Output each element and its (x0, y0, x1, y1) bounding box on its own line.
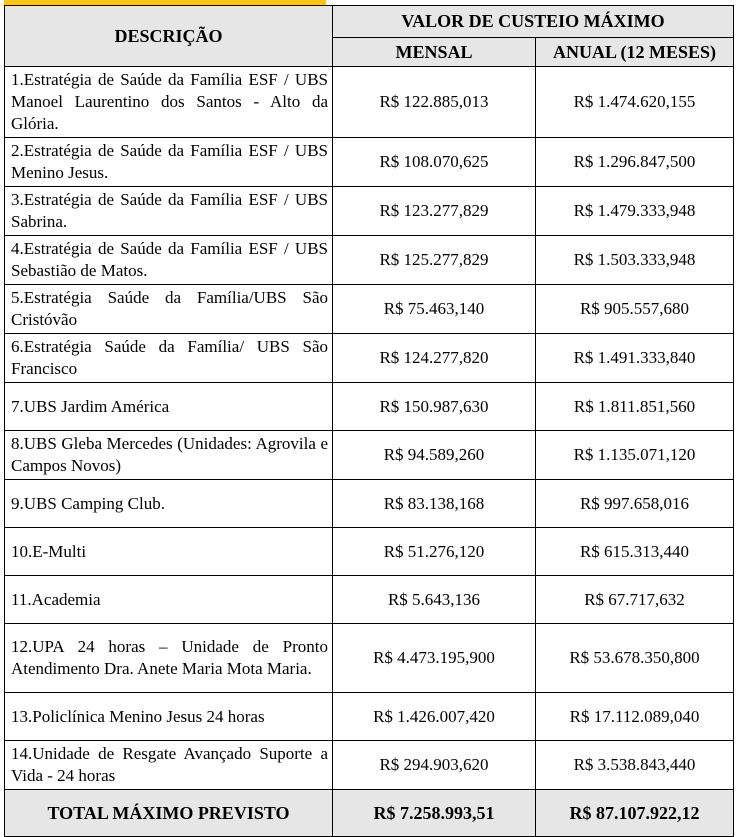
table-row (5, 138, 734, 187)
table-row (5, 236, 734, 285)
row-anual: R$ 1.479.333,948 (536, 187, 734, 236)
table-row (5, 187, 734, 236)
row-anual: R$ 53.678.350,800 (536, 624, 734, 693)
row-descricao: 14.Unidade de Resgate Avançado Suporte a Vida - 24 horas (5, 741, 333, 790)
row-descricao: 6.Estratégia Saúde da Família/ UBS São Francisco (5, 334, 333, 383)
table-row (5, 576, 734, 624)
row-mensal: R$ 123.277,829 (333, 187, 536, 236)
table-row (5, 431, 734, 480)
row-mensal: R$ 124.277,820 (333, 334, 536, 383)
row-descricao: 11.Academia (5, 576, 333, 624)
col-header-anual: ANUAL (12 MESES) (536, 38, 734, 67)
row-descricao: 5.Estratégia Saúde da Família/UBS São Cristóvão (5, 285, 333, 334)
row-descricao: 8.UBS Gleba Mercedes (Unidades: Agrovila e Campos Novos) (5, 431, 333, 480)
row-anual: R$ 997.658,016 (536, 480, 734, 528)
row-descricao: 4.Estratégia de Saúde da Família ESF / UBS Sebastião de Matos. (5, 236, 333, 285)
row-mensal: R$ 294.903,620 (333, 741, 536, 790)
table-row (5, 624, 734, 693)
row-mensal: R$ 125.277,829 (333, 236, 536, 285)
table-row (5, 741, 734, 790)
table-row (5, 693, 734, 741)
row-mensal: R$ 83.138,168 (333, 480, 536, 528)
table-row (5, 480, 734, 528)
total-mensal: R$ 7.258.993,51 (333, 790, 536, 837)
row-anual: R$ 1.296.847,500 (536, 138, 734, 187)
table-row (5, 285, 734, 334)
row-descricao: 9.UBS Camping Club. (5, 480, 333, 528)
row-mensal: R$ 5.643,136 (333, 576, 536, 624)
row-descricao: 7.UBS Jardim América (5, 383, 333, 431)
table-row (5, 383, 734, 431)
col-group-valor-custeio: VALOR DE CUSTEIO MÁXIMO (333, 6, 734, 38)
table-row (5, 528, 734, 576)
row-anual: R$ 17.112.089,040 (536, 693, 734, 741)
row-descricao: 1.Estratégia de Saúde da Família ESF / UBS Manoel Laurentino dos Santos - Alto da Glória. (5, 67, 333, 138)
row-mensal: R$ 4.473.195,900 (333, 624, 536, 693)
row-descricao: 2.Estratégia de Saúde da Família ESF / UBS Menino Jesus. (5, 138, 333, 187)
row-descricao: 12.UPA 24 horas – Unidade de Pronto Atendimento Dra. Anete Maria Mota Maria. (5, 624, 333, 693)
col-header-mensal: MENSAL (333, 38, 536, 67)
row-anual: R$ 1.491.333,840 (536, 334, 734, 383)
row-descricao: 10.E-Multi (5, 528, 333, 576)
row-mensal: R$ 51.276,120 (333, 528, 536, 576)
row-descricao: 3.Estratégia de Saúde da Família ESF / UBS Sabrina. (5, 187, 333, 236)
table-row (5, 67, 734, 138)
row-anual: R$ 615.313,440 (536, 528, 734, 576)
row-anual: R$ 67.717,632 (536, 576, 734, 624)
row-anual: R$ 1.503.333,948 (536, 236, 734, 285)
total-anual: R$ 87.107.922,12 (536, 790, 734, 837)
row-anual: R$ 1.135.071,120 (536, 431, 734, 480)
row-anual: R$ 3.538.843,440 (536, 741, 734, 790)
total-label: TOTAL MÁXIMO PREVISTO (5, 790, 333, 837)
row-anual: R$ 1.474.620,155 (536, 67, 734, 138)
custeio-table (4, 5, 734, 837)
row-mensal: R$ 75.463,140 (333, 285, 536, 334)
row-mensal: R$ 108.070,625 (333, 138, 536, 187)
row-mensal: R$ 1.426.007,420 (333, 693, 536, 741)
row-anual: R$ 1.811.851,560 (536, 383, 734, 431)
total-row (5, 790, 734, 837)
col-header-descricao: DESCRIÇÃO (5, 6, 333, 67)
row-mensal: R$ 122.885,013 (333, 67, 536, 138)
row-anual: R$ 905.557,680 (536, 285, 734, 334)
row-mensal: R$ 94.589,260 (333, 431, 536, 480)
row-descricao: 13.Policlínica Menino Jesus 24 horas (5, 693, 333, 741)
row-mensal: R$ 150.987,630 (333, 383, 536, 431)
table-row (5, 334, 734, 383)
